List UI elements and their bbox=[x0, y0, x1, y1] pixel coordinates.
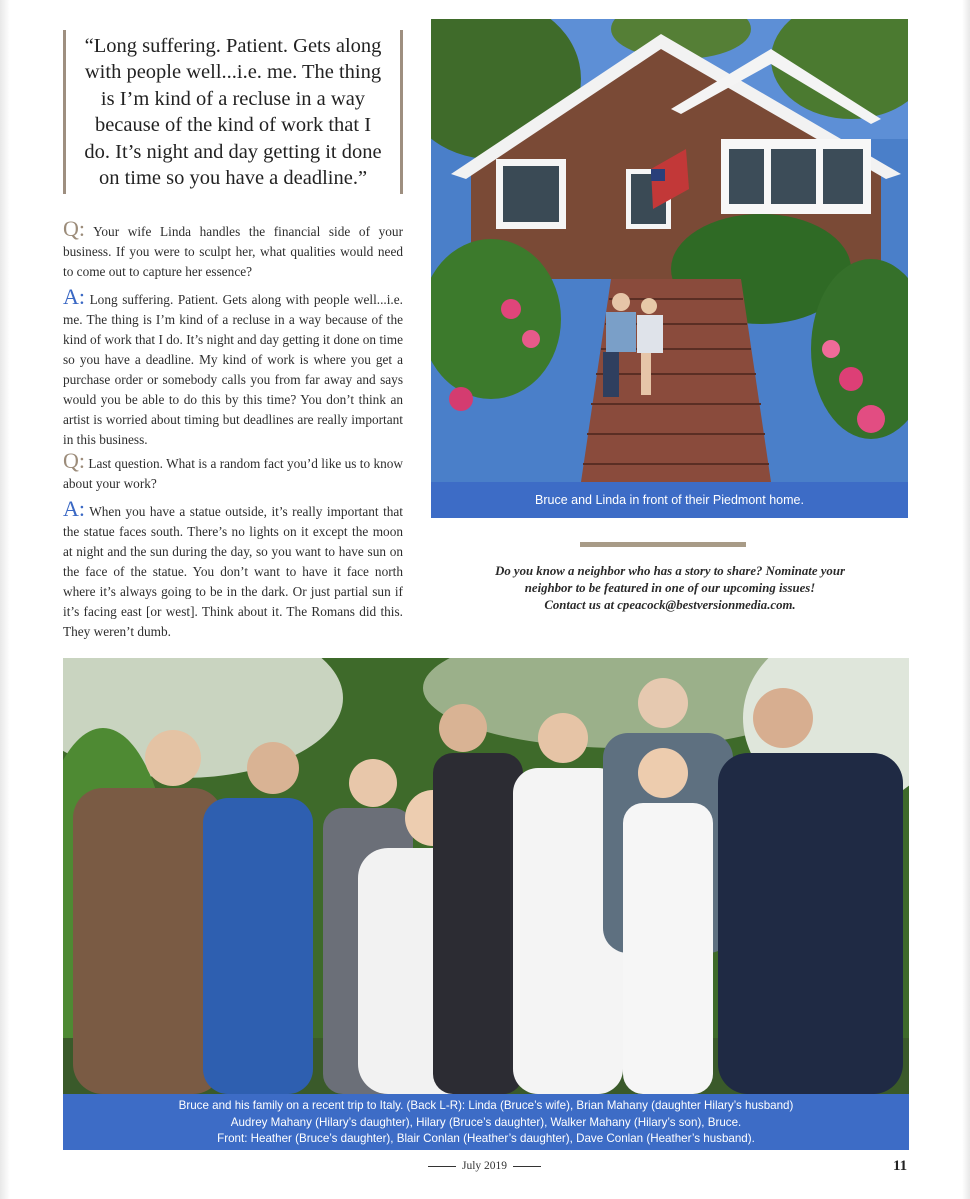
answer-label: A: bbox=[63, 496, 85, 521]
question-text: Last question. What is a random fact you’d like us to know about your work? bbox=[63, 456, 404, 491]
footer-date: July 2019 bbox=[462, 1160, 508, 1172]
nominate-line-3: Contact us at cpeacock@bestversionmedia.com. bbox=[544, 598, 796, 612]
house-photo bbox=[431, 19, 908, 482]
qa-block-2 bbox=[63, 448, 404, 648]
answer-text: When you have a statue outside, it’s really important that the statue faces south. There’s no lights on it except the moon at night and the sun during the day, so you want to have sun on the face of the statue. You don’t want to have it face north where it’s always going to be in the dark. Or just partial sun if it’s facing east [or west]. Think about it. The Romans did this. They weren’t dumb. bbox=[63, 504, 404, 639]
footer-date-group bbox=[428, 1160, 541, 1172]
page-number: 11 bbox=[893, 1158, 908, 1174]
footer-rule-right bbox=[513, 1166, 541, 1167]
nominate-line-1: Do you know a neighbor who has a story to share? Nominate your bbox=[495, 564, 845, 578]
family-photo-illustration bbox=[63, 658, 909, 1094]
question-label: Q: bbox=[63, 448, 85, 473]
question-paragraph bbox=[63, 448, 404, 494]
answer-text: Long suffering. Patient. Gets along with people well...i.e. me. The thing is I’m kind of a recluse in a way because of the kind of work that I do. It’s night and day getting it done on time so you have a deadline. My kind of work is where you get a purchase order or somebody calls you from far away and says would you be able to do this by this time? You don’t think an artist is worried about timing but deadlines are really important in this business. bbox=[63, 292, 403, 447]
qa-block-1 bbox=[63, 216, 403, 456]
footer-rule-left bbox=[428, 1166, 456, 1167]
family-caption-line-2: Audrey Mahany (Hilary’s daughter), Hilary (Bruce’s daughter), Walker Mahany (Hilary’s son), Bruce. bbox=[230, 1115, 742, 1129]
page-edge-right bbox=[962, 0, 970, 1199]
family-caption-line-1: Bruce and his family on a recent trip to Italy. (Back L-R): Linda (Bruce’s wife), Brian Mahany (daughter Hilary’s husband) bbox=[178, 1099, 794, 1112]
question-text: Your wife Linda handles the financial side of your business. If you were to sculpt her, what qualities would need to come out to capture her essence? bbox=[63, 224, 403, 279]
family-photo-caption bbox=[63, 1094, 909, 1150]
house-photo-caption: Bruce and Linda in front of their Piedmont home. bbox=[431, 482, 908, 518]
page-footer bbox=[0, 1160, 970, 1180]
answer-label: A: bbox=[63, 284, 85, 309]
nominate-line-2: neighbor to be featured in one of our upcoming issues! bbox=[524, 581, 816, 595]
family-caption-line-3: Front: Heather (Bruce’s daughter), Blair Conlan (Heather’s daughter), Dave Conlan (Heather’s husband). bbox=[217, 1132, 755, 1145]
question-label: Q: bbox=[63, 216, 85, 241]
pull-quote bbox=[63, 30, 403, 194]
page-edge-left bbox=[0, 0, 10, 1199]
decorative-divider bbox=[580, 542, 746, 547]
nominate-callout bbox=[470, 563, 870, 614]
answer-paragraph bbox=[63, 284, 403, 450]
house-photo-illustration bbox=[431, 19, 908, 482]
answer-paragraph bbox=[63, 496, 404, 642]
family-photo bbox=[63, 658, 909, 1094]
pull-quote-text: “Long suffering. Patient. Gets along with people well...i.e. me. The thing is I’m kind of a recluse in a way because of the kind of work that I do. It’s night and day getting it done on time so you have a deadline.” bbox=[84, 34, 382, 189]
question-paragraph bbox=[63, 216, 403, 282]
